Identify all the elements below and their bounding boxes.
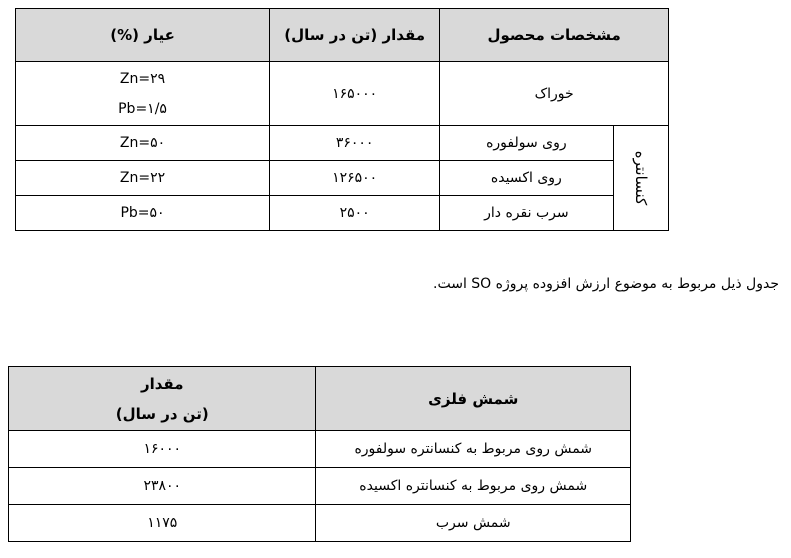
concentrate-row bbox=[16, 196, 669, 231]
ingot-amount: ۲۳۸۰۰ bbox=[9, 468, 316, 505]
ingot-row bbox=[9, 468, 631, 505]
feed-grade-cell bbox=[16, 62, 270, 126]
feed-row bbox=[16, 62, 669, 126]
grade-header: عیار (%) bbox=[16, 9, 270, 62]
concentrate-grade: Zn=۲۲ bbox=[16, 161, 270, 196]
ingot-header: شمش فلزی bbox=[316, 367, 631, 431]
ingot-row bbox=[9, 431, 631, 468]
ingot-label: شمش روی مربوط به کنسانتره سولفوره bbox=[316, 431, 631, 468]
table2-header-row bbox=[9, 367, 631, 431]
product-specs-table bbox=[15, 8, 669, 231]
concentrate-label: روی سولفوره bbox=[440, 126, 613, 161]
ingot-amount: ۱۶۰۰۰ bbox=[9, 431, 316, 468]
concentrate-group-cell bbox=[613, 126, 669, 231]
ingot-label: شمش روی مربوط به کنسانتره اکسیده bbox=[316, 468, 631, 505]
metal-ingot-table bbox=[8, 366, 631, 542]
concentrate-row bbox=[16, 126, 669, 161]
feed-quantity: ۱۶۵۰۰۰ bbox=[270, 62, 440, 126]
quantity-header: مقدار (تن در سال) bbox=[270, 9, 440, 62]
concentrate-quantity: ۳۶۰۰۰ bbox=[270, 126, 440, 161]
amount-header-line2: (تن در سال) bbox=[115, 404, 209, 423]
concentrate-row bbox=[16, 161, 669, 196]
ingot-label: شمش سرب bbox=[316, 505, 631, 542]
concentrate-label: سرب نقره دار bbox=[440, 196, 613, 231]
feed-label: خوراک bbox=[440, 62, 669, 126]
product-header: مشخصات محصول bbox=[440, 9, 669, 62]
concentrate-group-label: کنسانتره bbox=[631, 150, 650, 206]
concentrate-quantity: ۱۲۶۵۰۰ bbox=[270, 161, 440, 196]
ingot-amount: ۱۱۷۵ bbox=[9, 505, 316, 542]
feed-grade-pb: Pb=۱/۵ bbox=[118, 100, 167, 117]
concentrate-grade: Zn=۵۰ bbox=[16, 126, 270, 161]
ingot-row bbox=[9, 505, 631, 542]
amount-header-line1: مقدار bbox=[140, 374, 184, 393]
feed-grade-zn: Zn=۲۹ bbox=[119, 70, 166, 87]
concentrate-label: روی اکسیده bbox=[440, 161, 613, 196]
table1-header-row bbox=[16, 9, 669, 62]
concentrate-quantity: ۲۵۰۰ bbox=[270, 196, 440, 231]
description-paragraph: جدول ذیل مربوط به موضوع ارزش افزوده پروژه SO است. bbox=[433, 276, 779, 292]
concentrate-grade: Pb=۵۰ bbox=[16, 196, 270, 231]
amount-header bbox=[9, 367, 316, 431]
